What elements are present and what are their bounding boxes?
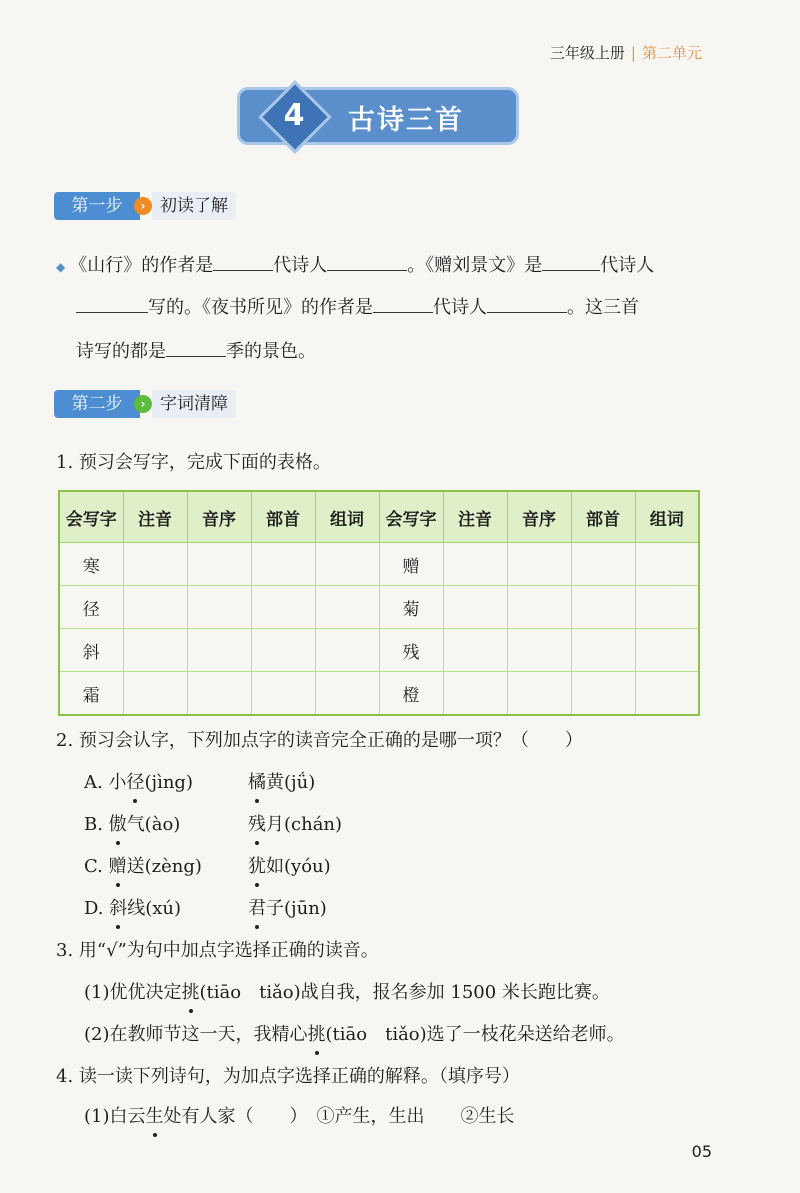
char-cell: 橙 xyxy=(379,672,443,716)
char-cell: 霜 xyxy=(59,672,123,716)
lesson-title: 古诗三首 xyxy=(348,105,464,136)
char-cell: 寒 xyxy=(59,543,123,586)
option-c[interactable]: C. 赠送(zèng) xyxy=(84,854,202,880)
answer-cell[interactable] xyxy=(187,629,251,672)
answer-cell[interactable] xyxy=(251,543,315,586)
char-cell: 菊 xyxy=(379,586,443,629)
question-2: 2. 预习会认字，下列加点字的读音完全正确的是哪一项？（ ） xyxy=(56,730,583,751)
answer-cell[interactable] xyxy=(507,586,571,629)
step1-line2: 写的。《夜书所见》的作者是 代诗人 。这三首 xyxy=(76,292,639,321)
option-a-word2: 橘黄(jǘ) xyxy=(248,770,315,796)
table-row xyxy=(59,543,699,586)
unit-label: 第二单元 xyxy=(641,44,702,62)
answer-cell[interactable] xyxy=(315,543,379,586)
page-header xyxy=(550,42,702,63)
char-cell: 残 xyxy=(379,629,443,672)
answer-cell[interactable] xyxy=(443,672,507,716)
lesson-number: 4 xyxy=(283,98,305,133)
question-4: 4. 读一读下列诗句，为加点字选择正确的解释。（填序号） xyxy=(56,1066,520,1087)
col-header: 会写字 xyxy=(379,491,443,543)
question-3-sentence-2: (2)在教师节这一天，我精心挑(tiāo tiǎo)选了一枝花朵送给老师。 xyxy=(84,1022,625,1048)
step1-line1: ◆ 《山行》的作者是 代诗人 。《赠刘景文》是 代诗人 xyxy=(56,250,654,280)
answer-cell[interactable] xyxy=(635,543,699,586)
answer-cell[interactable] xyxy=(187,586,251,629)
answer-cell[interactable] xyxy=(315,672,379,716)
option-a[interactable]: A. 小径(jìng) xyxy=(84,770,193,796)
col-header: 注音 xyxy=(443,491,507,543)
option-d-word2: 君子(jūn) xyxy=(248,896,327,922)
answer-cell[interactable] xyxy=(315,586,379,629)
answer-cell[interactable] xyxy=(571,672,635,716)
grade-label: 三年级上册 xyxy=(549,44,625,62)
option-c-word2: 犹如(yóu) xyxy=(248,854,331,880)
answer-cell[interactable] xyxy=(635,586,699,629)
answer-cell[interactable] xyxy=(251,672,315,716)
answer-cell[interactable] xyxy=(443,543,507,586)
step1-header xyxy=(54,192,254,220)
question-3-sentence-1: (1)优优决定挑(tiāo tiǎo)战自我，报名参加 1500 米长跑比赛。 xyxy=(84,980,610,1006)
question-3: 3. 用“√”为句中加点字选择正确的读音。 xyxy=(56,940,379,961)
lesson-number-badge xyxy=(263,86,325,146)
answer-cell[interactable] xyxy=(187,543,251,586)
answer-cell[interactable] xyxy=(123,586,187,629)
answer-cell[interactable] xyxy=(187,672,251,716)
option-d[interactable]: D. 斜线(xú) xyxy=(84,896,181,922)
question-1: 1. 预习会写字，完成下面的表格。 xyxy=(56,452,331,473)
col-header: 部首 xyxy=(251,491,315,543)
table-row xyxy=(59,586,699,629)
step2-pill: 第二步 xyxy=(54,390,140,418)
col-header: 部首 xyxy=(571,491,635,543)
step1-pill: 第一步 xyxy=(54,192,140,220)
char-cell: 径 xyxy=(59,586,123,629)
answer-cell[interactable] xyxy=(507,543,571,586)
col-header: 会写字 xyxy=(59,491,123,543)
answer-cell[interactable] xyxy=(315,629,379,672)
col-header: 音序 xyxy=(187,491,251,543)
col-header: 组词 xyxy=(315,491,379,543)
answer-cell[interactable] xyxy=(571,629,635,672)
page-number: 05 xyxy=(691,1142,712,1161)
step1-line3: 诗写的都是 季的景色。 xyxy=(76,336,316,365)
character-table xyxy=(58,490,700,716)
step1-label: 初读了解 xyxy=(152,192,236,220)
answer-cell[interactable] xyxy=(123,629,187,672)
col-header: 注音 xyxy=(123,491,187,543)
answer-cell[interactable] xyxy=(571,586,635,629)
answer-cell[interactable] xyxy=(123,543,187,586)
col-header: 组词 xyxy=(635,491,699,543)
step2-header xyxy=(54,390,254,418)
option-b-word2: 残月(chán) xyxy=(248,812,342,838)
table-header-row xyxy=(59,491,699,543)
answer-cell[interactable] xyxy=(507,629,571,672)
answer-cell[interactable] xyxy=(123,672,187,716)
question-4-sentence-1: (1)白云生处有人家（ ） ①产生，生出 ②生长 xyxy=(84,1104,515,1130)
chevron-right-icon: › xyxy=(134,197,152,215)
table-row xyxy=(59,672,699,716)
answer-cell[interactable] xyxy=(443,586,507,629)
chevron-right-icon: › xyxy=(134,395,152,413)
answer-cell[interactable] xyxy=(635,672,699,716)
answer-cell[interactable] xyxy=(571,543,635,586)
answer-cell[interactable] xyxy=(443,629,507,672)
diamond-bullet-icon: ◆ xyxy=(56,260,66,274)
answer-cell[interactable] xyxy=(507,672,571,716)
col-header: 音序 xyxy=(507,491,571,543)
step2-label: 字词清障 xyxy=(152,390,236,418)
table-row xyxy=(59,629,699,672)
answer-cell[interactable] xyxy=(251,586,315,629)
answer-cell[interactable] xyxy=(251,629,315,672)
header-separator: | xyxy=(630,44,636,62)
char-cell: 赠 xyxy=(379,543,443,586)
option-b[interactable]: B. 傲气(ào) xyxy=(84,812,180,838)
char-cell: 斜 xyxy=(59,629,123,672)
answer-cell[interactable] xyxy=(635,629,699,672)
